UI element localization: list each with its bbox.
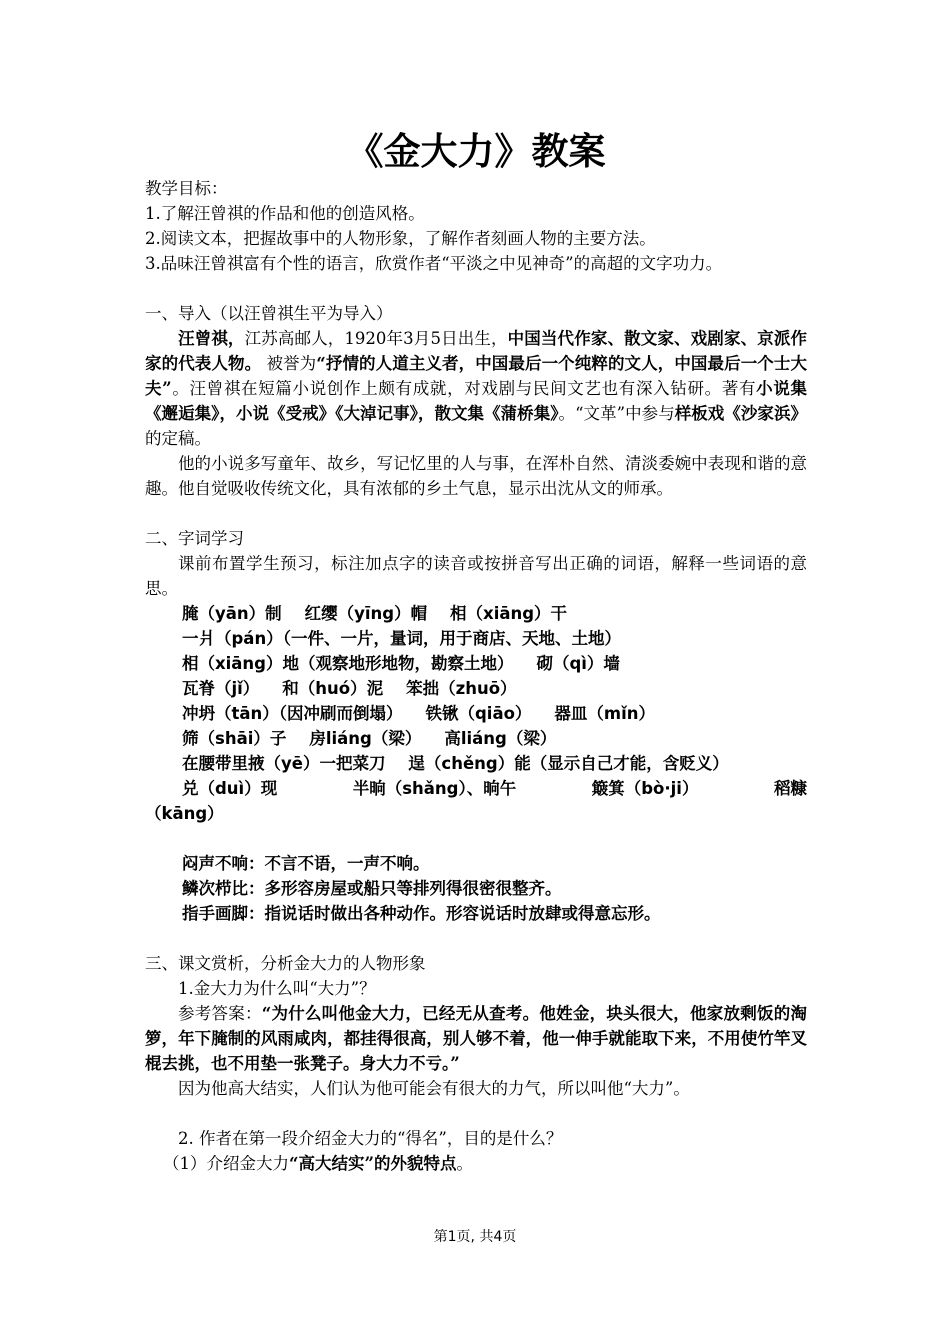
vocab-line: 瓦脊（jǐ） 和（huó）泥 笨拙（zhuō）	[182, 679, 517, 698]
vocab-item: 簸箕（bò·ji）	[591, 779, 699, 798]
vocab-line: 相（xiāng）地（观察地形地物，勘察土地） 砌（qì）墙	[182, 654, 620, 673]
vocab-item: 半晌（shǎng）、晌午	[352, 779, 517, 798]
text-span: 的定稿。	[145, 429, 211, 448]
vocab-line: 一爿（pán）（一件、一片，量词，用于商店、天地、土地）	[182, 629, 621, 648]
vocab-line: 筛（shāi）子 房liáng（梁） 高liáng（梁）	[182, 729, 557, 748]
text-span: （1）介绍金大力	[163, 1154, 289, 1173]
objective-item: 2.阅读文本，把握故事中的人物形象，了解作者刻画人物的主要方法。	[145, 229, 656, 248]
text-span: 。汪曾祺在短篇小说创作上颇有成就，对戏剧与民间文艺也有深入钻研。著有	[171, 379, 757, 398]
vocab-item: 稻糠	[773, 779, 807, 798]
answer-point	[145, 1151, 807, 1176]
page-footer: 第1页, 共4页	[433, 1229, 517, 1245]
section-heading: 一、导入（以汪曾祺生平为导入）	[145, 304, 393, 323]
question: 1.金大力为什么叫“大力”？	[178, 979, 376, 998]
answer-summary: 因为他高大结实，人们认为他可能会有很大的力气，所以叫他“大力”。	[178, 1079, 690, 1098]
text-span: 江苏高邮人，1920年3月5日出生，	[244, 329, 508, 348]
vocab-line: 腌（yān）制 红缨（yīng）帽 相（xiāng）干	[182, 604, 568, 623]
vocab-intro: 课前布置学生预习，标注加点字的读音或按拼音写出正确的词语，解释一些词语的意思。	[145, 554, 807, 598]
answer-paragraph	[145, 1001, 807, 1076]
text-span: 。	[456, 1154, 473, 1173]
definition-line: 指手画脚：指说话时做出各种动作。形容说话时放肆或得意忘形。	[182, 904, 661, 923]
text-span: “高大结实”的外貌特点	[289, 1154, 457, 1173]
document-title: 《金大力》教案	[346, 130, 606, 173]
text-span: 被誉为	[261, 354, 317, 373]
vocab-item: 兑（duì）现	[182, 779, 278, 798]
question: 2. 作者在第一段介绍金大力的“得名”，目的是什么？	[178, 1129, 563, 1148]
intro-paragraph	[145, 326, 807, 451]
text-span: 小说集《邂逅集》，小说《受戒》《大淖记事》，散文集《蒲桥集》	[145, 379, 808, 423]
text-span: “抒情的人道主义者，中国最后一个纯粹的文人，中国最后一个士大夫”	[145, 354, 807, 398]
intro-paragraph: 他的小说多写童年、故乡，写记忆里的人与事，在浑朴自然、清淡委婉中表现和谐的意趣。他自觉吸收传统文化，具有浓郁的乡土气息，显示出沈从文的师承。	[145, 454, 807, 498]
definition-line: 闷声不响：不言不语，一声不响。	[182, 854, 430, 873]
vocab-line: 在腰带里掖（yē）一把菜刀 逞（chěng）能（显示自己才能，含贬义）	[182, 754, 729, 773]
vocab-line	[145, 776, 807, 801]
answer-quote: “为什么叫他金大力，已经无从查考。他姓金，块头很大，他家放剩饭的淘箩，年下腌制的风雨咸肉，都挂得很高，别人够不着，他一伸手就能取下来，不用使竹竿叉棍去挑，也不用垫一张凳子。身大力不亏。”	[145, 1004, 807, 1073]
answer-label: 参考答案：	[178, 1004, 262, 1023]
text-span: 汪曾祺，	[178, 329, 245, 348]
vocab-line: 冲坍（tān）（因冲刷而倒塌） 铁锹（qiāo） 器皿（mǐn）	[182, 704, 656, 723]
vocab-line: （kāng）	[145, 804, 224, 823]
text-span: 。“文革”中参与	[558, 404, 675, 423]
objective-item: 3.品味汪曾祺富有个性的语言，欣赏作者“平淡之中见神奇”的高超的文字功力。	[145, 254, 723, 273]
section-heading: 三、课文赏析，分析金大力的人物形象	[145, 954, 426, 973]
section-heading: 二、字词学习	[145, 529, 244, 548]
text-span: 样板戏《沙家浜》	[674, 404, 808, 423]
objective-item: 1.了解汪曾祺的作品和他的创造风格。	[145, 204, 425, 223]
text-span: 中国当代作家、散文家、戏剧家、京派作家的代表人物。	[145, 329, 808, 373]
definition-line: 鳞次栉比：多形容房屋或船只等排列得很密很整齐。	[182, 879, 562, 898]
objectives-heading: 教学目标：	[145, 179, 228, 198]
document-page	[145, 128, 807, 1176]
